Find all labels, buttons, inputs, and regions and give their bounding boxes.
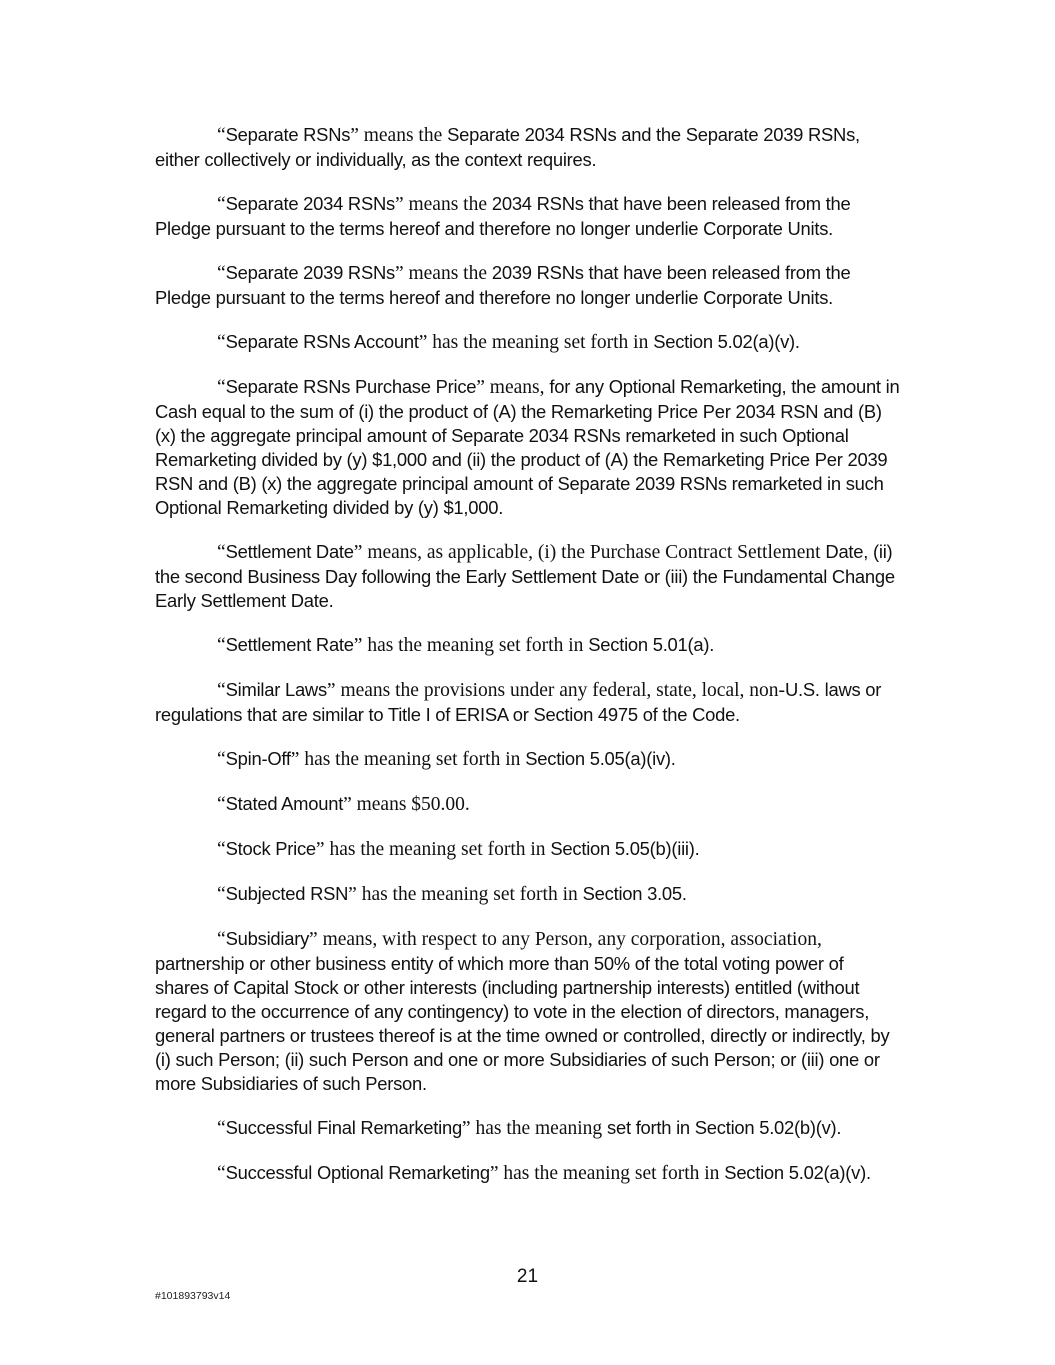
definition-intro: means the	[358, 125, 448, 146]
definition-text: set forth in Section 5.02(b)(v).	[607, 1117, 842, 1138]
definition-text: Date, (ii) the second Business Day following the Early Settlement Date or (iii) the Fundamental Change Early Settlement Date.	[155, 541, 895, 611]
defined-term: Separate RSNs Purchase Price	[225, 376, 477, 397]
definition-text: partnership or other business entity of which more than 50% of the total voting power of shares of Capital Stock or other interests (including partnership interests) entitled (without regard to the occurrence of any contingency) to vote in the election of directors, managers, general partners or trustees thereof is at the time owned or controlled, directly or indirectly, by (i) such Person; (ii) such Person and one or more Subsidiaries of such Person; or (iii) one or more Subsidiaries of such Person.	[155, 953, 890, 1094]
defined-term: Successful Final Remarketing	[225, 1117, 462, 1138]
definition-intro: has the meaning set forth in	[427, 332, 654, 353]
close-quote: ”	[353, 542, 363, 563]
open-quote: “	[217, 794, 226, 815]
definition-intro: means the	[403, 263, 492, 284]
definitions-list	[155, 123, 900, 1186]
close-quote: ”	[394, 263, 404, 284]
definition-paragraph	[155, 927, 900, 1096]
defined-term: Spin-Off	[225, 748, 291, 769]
definition-paragraph	[155, 837, 900, 862]
close-quote: ”	[476, 377, 485, 398]
close-quote: ”	[489, 1163, 499, 1184]
definition-paragraph	[155, 540, 900, 613]
open-quote: “	[217, 884, 226, 905]
open-quote: “	[217, 332, 226, 353]
definition-text: 2039 RSNs that have been released from the Pledge pursuant to the terms hereof and therefore no longer underlie Corporate Units.	[155, 262, 851, 308]
definition-text: Separate 2034 RSNs and the Separate 2039 RSNs, either collectively or individually, as the context requires.	[155, 124, 860, 170]
open-quote: “	[217, 125, 226, 146]
document-id: #101893793v14	[155, 1290, 231, 1302]
definition-text: Section 5.05(a)(iv).	[525, 748, 676, 769]
definition-paragraph	[155, 882, 900, 907]
defined-term: Similar Laws	[225, 679, 327, 700]
definition-text: U.S. laws or regulations that are similar to Title I of ERISA or Section 4975 of the Code.	[155, 679, 882, 725]
close-quote: ”	[394, 194, 404, 215]
definition-paragraph	[155, 375, 900, 520]
close-quote: ”	[326, 680, 336, 701]
definition-text: Section 5.02(a)(v).	[653, 331, 800, 352]
definition-paragraph	[155, 123, 900, 172]
definition-text: for any Optional Remarketing, the amount in Cash equal to the sum of (i) the product of (A) the Remarketing Price Per 2034 RSN and (B) (x) the aggregate principal amount of Separate 2034 RSNs remarketed in such Optional Remarketing divided by (y) $1,000 and (ii) the product of (A) the Remarketing Price Per 2039 RSN and (B) (x) the aggregate principal amount of Separate 2039 RSNs remarketed in such Optional Remarketing divided by (y) $1,000.	[155, 376, 900, 518]
defined-term: Stock Price	[225, 838, 316, 859]
definition-intro: means, with respect to any Person, any corporation, association,	[317, 929, 822, 950]
definition-text: Section 5.01(a).	[588, 634, 715, 655]
definition-intro: means $50.00.	[351, 794, 470, 815]
definition-paragraph	[155, 792, 900, 817]
open-quote: “	[217, 1163, 226, 1184]
definition-paragraph	[155, 261, 900, 310]
definition-intro: has the meaning set forth in	[356, 884, 583, 905]
definition-paragraph	[155, 192, 900, 241]
definition-intro: has the meaning	[470, 1118, 608, 1139]
document-page	[155, 123, 900, 1206]
defined-term: Stated Amount	[225, 793, 344, 814]
close-quote: ”	[461, 1118, 471, 1139]
open-quote: “	[217, 1118, 226, 1139]
defined-term: Subjected RSN	[225, 883, 349, 904]
definition-intro: means,	[484, 377, 550, 398]
open-quote: “	[217, 635, 226, 656]
close-quote: ”	[343, 794, 352, 815]
definition-intro: has the meaning set forth in	[498, 1163, 725, 1184]
defined-term: Successful Optional Remarketing	[225, 1162, 490, 1183]
open-quote: “	[217, 263, 226, 284]
definition-paragraph	[155, 747, 900, 772]
open-quote: “	[217, 542, 226, 563]
definition-intro: means the	[403, 194, 492, 215]
open-quote: “	[217, 929, 226, 950]
close-quote: ”	[350, 125, 359, 146]
page-number: 21	[516, 1266, 539, 1287]
defined-term: Subsidiary	[225, 928, 310, 949]
close-quote: ”	[315, 839, 325, 860]
open-quote: “	[217, 680, 226, 701]
defined-term: Separate RSNs	[225, 124, 351, 145]
definition-paragraph	[155, 1116, 900, 1141]
definition-paragraph	[155, 1161, 900, 1186]
close-quote: ”	[309, 929, 318, 950]
open-quote: “	[217, 749, 226, 770]
definition-paragraph	[155, 633, 900, 658]
close-quote: ”	[290, 749, 300, 770]
definition-text: 2034 RSNs that have been released from the Pledge pursuant to the terms hereof and therefore no longer underlie Corporate Units.	[155, 193, 851, 239]
open-quote: “	[217, 377, 226, 398]
close-quote: ”	[348, 884, 357, 905]
definition-text: Section 3.05.	[582, 883, 687, 904]
definition-paragraph	[155, 330, 900, 355]
defined-term: Settlement Rate	[225, 634, 354, 655]
definition-intro: means the provisions under any federal, state, local, non-	[335, 680, 786, 701]
close-quote: ”	[353, 635, 363, 656]
definition-intro: has the meaning set forth in	[362, 635, 589, 656]
definition-intro: has the meaning set forth in	[324, 839, 551, 860]
defined-term: Separate 2034 RSNs	[225, 193, 395, 214]
definition-paragraph	[155, 678, 900, 727]
open-quote: “	[217, 194, 226, 215]
defined-term: Settlement Date	[225, 541, 354, 562]
definition-text: Section 5.02(a)(v).	[724, 1162, 871, 1183]
definition-intro: means, as applicable, (i) the Purchase Contract Settlement	[362, 542, 826, 563]
definition-intro: has the meaning set forth in	[299, 749, 526, 770]
definition-text: Section 5.05(b)(iii).	[550, 838, 700, 859]
open-quote: “	[217, 839, 226, 860]
defined-term: Separate 2039 RSNs	[225, 262, 395, 283]
close-quote: ”	[418, 332, 428, 353]
defined-term: Separate RSNs Account	[225, 331, 419, 352]
